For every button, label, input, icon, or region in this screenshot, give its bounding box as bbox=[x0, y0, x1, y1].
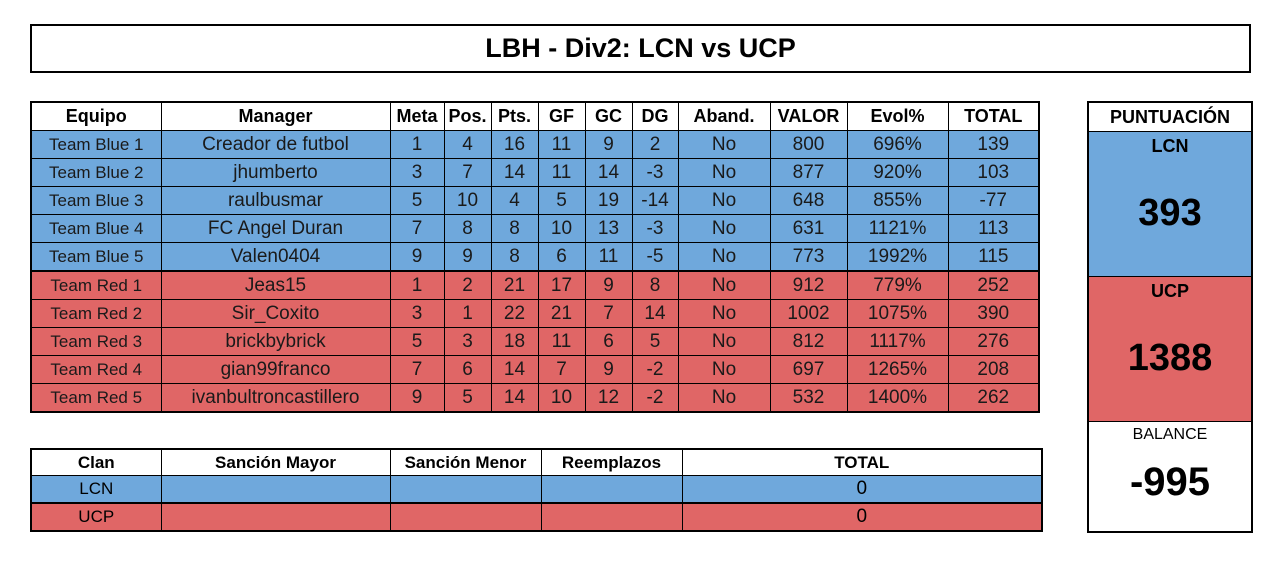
table-cell: No bbox=[678, 384, 770, 413]
table-cell: No bbox=[678, 215, 770, 243]
col-header-clan: Clan bbox=[31, 449, 161, 476]
table-cell: 9 bbox=[585, 271, 632, 300]
table-cell: 7 bbox=[390, 356, 444, 384]
table-cell: No bbox=[678, 328, 770, 356]
balance-label: BALANCE bbox=[1132, 426, 1208, 443]
table-cell: 14 bbox=[491, 159, 538, 187]
table-cell: 1 bbox=[444, 300, 491, 328]
col-header-gf: GF bbox=[538, 102, 585, 131]
table-cell: Team Red 2 bbox=[31, 300, 161, 328]
table-cell: Team Blue 4 bbox=[31, 215, 161, 243]
table-cell: 1 bbox=[390, 131, 444, 159]
table-cell: 115 bbox=[948, 243, 1039, 272]
table-cell: 6 bbox=[585, 328, 632, 356]
table-cell: -5 bbox=[632, 243, 678, 272]
table-cell: 19 bbox=[585, 187, 632, 215]
col-header-pts: Pts. bbox=[491, 102, 538, 131]
table-cell: 11 bbox=[538, 328, 585, 356]
table-cell: -3 bbox=[632, 215, 678, 243]
table-cell: 7 bbox=[538, 356, 585, 384]
table-cell: No bbox=[678, 243, 770, 272]
table-cell: No bbox=[678, 131, 770, 159]
table-cell: Team Red 5 bbox=[31, 384, 161, 413]
table-cell: Team Blue 3 bbox=[31, 187, 161, 215]
table-cell: 1265% bbox=[847, 356, 948, 384]
team-standings-table bbox=[30, 101, 1040, 413]
table-cell: 5 bbox=[538, 187, 585, 215]
table-cell: 4 bbox=[444, 131, 491, 159]
table-cell: 10 bbox=[538, 384, 585, 413]
table-cell: 7 bbox=[444, 159, 491, 187]
table-cell: gian99franco bbox=[161, 356, 390, 384]
table-row bbox=[31, 300, 1039, 328]
table-cell: 9 bbox=[585, 356, 632, 384]
table-cell: 8 bbox=[491, 243, 538, 272]
table-cell: 3 bbox=[390, 159, 444, 187]
col-header-total: TOTAL bbox=[682, 449, 1042, 476]
table-cell: 1117% bbox=[847, 328, 948, 356]
table-cell: -3 bbox=[632, 159, 678, 187]
table-row bbox=[31, 503, 1042, 531]
table-cell: 7 bbox=[585, 300, 632, 328]
table-cell: 103 bbox=[948, 159, 1039, 187]
table-cell: 12 bbox=[585, 384, 632, 413]
table-cell: 1121% bbox=[847, 215, 948, 243]
col-header-meta: Meta bbox=[390, 102, 444, 131]
col-header-equipo: Equipo bbox=[31, 102, 161, 131]
table-row bbox=[31, 159, 1039, 187]
table-cell: 697 bbox=[770, 356, 847, 384]
table-cell: 1075% bbox=[847, 300, 948, 328]
table-cell: 14 bbox=[632, 300, 678, 328]
table-row bbox=[31, 356, 1039, 384]
table-cell: 779% bbox=[847, 271, 948, 300]
table-cell: Team Blue 2 bbox=[31, 159, 161, 187]
table-cell: 877 bbox=[770, 159, 847, 187]
table-cell: 532 bbox=[770, 384, 847, 413]
table-cell: No bbox=[678, 271, 770, 300]
table-cell: 10 bbox=[538, 215, 585, 243]
table-row bbox=[31, 131, 1039, 159]
table-cell: Team Blue 5 bbox=[31, 243, 161, 272]
table-row bbox=[31, 328, 1039, 356]
table-cell: Valen0404 bbox=[161, 243, 390, 272]
table-cell bbox=[161, 503, 390, 531]
table-cell: 3 bbox=[390, 300, 444, 328]
table-cell: 139 bbox=[948, 131, 1039, 159]
table-cell: 22 bbox=[491, 300, 538, 328]
col-header-valor: VALOR bbox=[770, 102, 847, 131]
score-heading: PUNTUACIÓN bbox=[1089, 103, 1251, 132]
table-cell: jhumberto bbox=[161, 159, 390, 187]
score-label-lcn: LCN bbox=[1151, 136, 1189, 156]
table-cell: 9 bbox=[390, 384, 444, 413]
table-cell: 855% bbox=[847, 187, 948, 215]
table-row bbox=[31, 215, 1039, 243]
table-cell: 11 bbox=[538, 159, 585, 187]
col-header-dg: DG bbox=[632, 102, 678, 131]
table-cell: raulbusmar bbox=[161, 187, 390, 215]
table-cell: 9 bbox=[444, 243, 491, 272]
table-row bbox=[31, 187, 1039, 215]
table-cell: 16 bbox=[491, 131, 538, 159]
table-cell: 9 bbox=[390, 243, 444, 272]
score-value-lcn: 393 bbox=[1138, 192, 1202, 234]
table-cell: 3 bbox=[444, 328, 491, 356]
col-header-sancion-menor: Sanción Menor bbox=[390, 449, 541, 476]
table-cell: 912 bbox=[770, 271, 847, 300]
col-header-evol: Evol% bbox=[847, 102, 948, 131]
balance-block bbox=[1089, 422, 1251, 531]
table-cell: 113 bbox=[948, 215, 1039, 243]
balance-value: -995 bbox=[1129, 460, 1211, 504]
table-cell: 6 bbox=[538, 243, 585, 272]
table-cell: Jeas15 bbox=[161, 271, 390, 300]
table-row bbox=[31, 243, 1039, 272]
table-header-row bbox=[31, 102, 1039, 131]
table-cell: 5 bbox=[632, 328, 678, 356]
table-cell: 252 bbox=[948, 271, 1039, 300]
score-panel bbox=[1087, 101, 1253, 533]
col-header-manager: Manager bbox=[161, 102, 390, 131]
table-header-row bbox=[31, 449, 1042, 476]
table-cell: 8 bbox=[491, 215, 538, 243]
table-cell: 390 bbox=[948, 300, 1039, 328]
table-cell: 773 bbox=[770, 243, 847, 272]
table-cell: 1992% bbox=[847, 243, 948, 272]
table-cell: 920% bbox=[847, 159, 948, 187]
table-cell: No bbox=[678, 300, 770, 328]
table-cell: -2 bbox=[632, 356, 678, 384]
table-cell bbox=[541, 503, 682, 531]
table-cell: 2 bbox=[632, 131, 678, 159]
table-cell: UCP bbox=[31, 503, 161, 531]
table-cell: 11 bbox=[585, 243, 632, 272]
col-header-total: TOTAL bbox=[948, 102, 1039, 131]
table-cell: Team Red 3 bbox=[31, 328, 161, 356]
table-cell: Creador de futbol bbox=[161, 131, 390, 159]
col-header-sancion-mayor: Sanción Mayor bbox=[161, 449, 390, 476]
table-cell: Team Blue 1 bbox=[31, 131, 161, 159]
score-label-ucp: UCP bbox=[1150, 281, 1189, 301]
table-cell: 17 bbox=[538, 271, 585, 300]
table-cell: 11 bbox=[538, 131, 585, 159]
table-cell: No bbox=[678, 159, 770, 187]
table-cell: 10 bbox=[444, 187, 491, 215]
table-row bbox=[31, 384, 1039, 413]
table-cell: 5 bbox=[444, 384, 491, 413]
table-cell: 262 bbox=[948, 384, 1039, 413]
table-cell: 1 bbox=[390, 271, 444, 300]
col-header-reemplazos: Reemplazos bbox=[541, 449, 682, 476]
table-cell: 0 bbox=[682, 476, 1042, 504]
table-cell: 2 bbox=[444, 271, 491, 300]
table-cell: 5 bbox=[390, 328, 444, 356]
table-cell: 208 bbox=[948, 356, 1039, 384]
table-cell: 4 bbox=[491, 187, 538, 215]
table-cell: No bbox=[678, 356, 770, 384]
table-cell: -2 bbox=[632, 384, 678, 413]
clan-penalty-table bbox=[30, 448, 1043, 532]
table-cell: FC Angel Duran bbox=[161, 215, 390, 243]
table-cell: 14 bbox=[491, 356, 538, 384]
table-cell bbox=[390, 503, 541, 531]
table-cell: 8 bbox=[632, 271, 678, 300]
table-cell: Sir_Coxito bbox=[161, 300, 390, 328]
col-header-aband: Aband. bbox=[678, 102, 770, 131]
table-cell: LCN bbox=[31, 476, 161, 504]
table-cell: 6 bbox=[444, 356, 491, 384]
score-block-lcn bbox=[1089, 132, 1251, 277]
table-cell: brickbybrick bbox=[161, 328, 390, 356]
table-row bbox=[31, 476, 1042, 504]
table-cell: Team Red 1 bbox=[31, 271, 161, 300]
table-cell: 5 bbox=[390, 187, 444, 215]
score-block-ucp bbox=[1089, 277, 1251, 422]
table-cell: -77 bbox=[948, 187, 1039, 215]
table-cell bbox=[161, 476, 390, 504]
page-title: LBH - Div2: LCN vs UCP bbox=[30, 24, 1251, 73]
table-cell: 631 bbox=[770, 215, 847, 243]
table-cell bbox=[541, 476, 682, 504]
table-cell: ivanbultroncastillero bbox=[161, 384, 390, 413]
table-cell: 8 bbox=[444, 215, 491, 243]
table-cell: No bbox=[678, 187, 770, 215]
score-value-ucp: 1388 bbox=[1127, 337, 1213, 379]
table-cell: 648 bbox=[770, 187, 847, 215]
table-cell: 14 bbox=[585, 159, 632, 187]
table-cell: 14 bbox=[491, 384, 538, 413]
table-cell: -14 bbox=[632, 187, 678, 215]
table-cell: 21 bbox=[538, 300, 585, 328]
table-cell: Team Red 4 bbox=[31, 356, 161, 384]
table-cell: 13 bbox=[585, 215, 632, 243]
col-header-pos: Pos. bbox=[444, 102, 491, 131]
table-cell: 9 bbox=[585, 131, 632, 159]
table-cell: 0 bbox=[682, 503, 1042, 531]
table-cell: 21 bbox=[491, 271, 538, 300]
table-cell: 696% bbox=[847, 131, 948, 159]
table-cell: 812 bbox=[770, 328, 847, 356]
table-cell: 18 bbox=[491, 328, 538, 356]
col-header-gc: GC bbox=[585, 102, 632, 131]
table-cell bbox=[390, 476, 541, 504]
table-cell: 276 bbox=[948, 328, 1039, 356]
table-cell: 1400% bbox=[847, 384, 948, 413]
table-row bbox=[31, 271, 1039, 300]
table-cell: 7 bbox=[390, 215, 444, 243]
table-cell: 1002 bbox=[770, 300, 847, 328]
table-cell: 800 bbox=[770, 131, 847, 159]
